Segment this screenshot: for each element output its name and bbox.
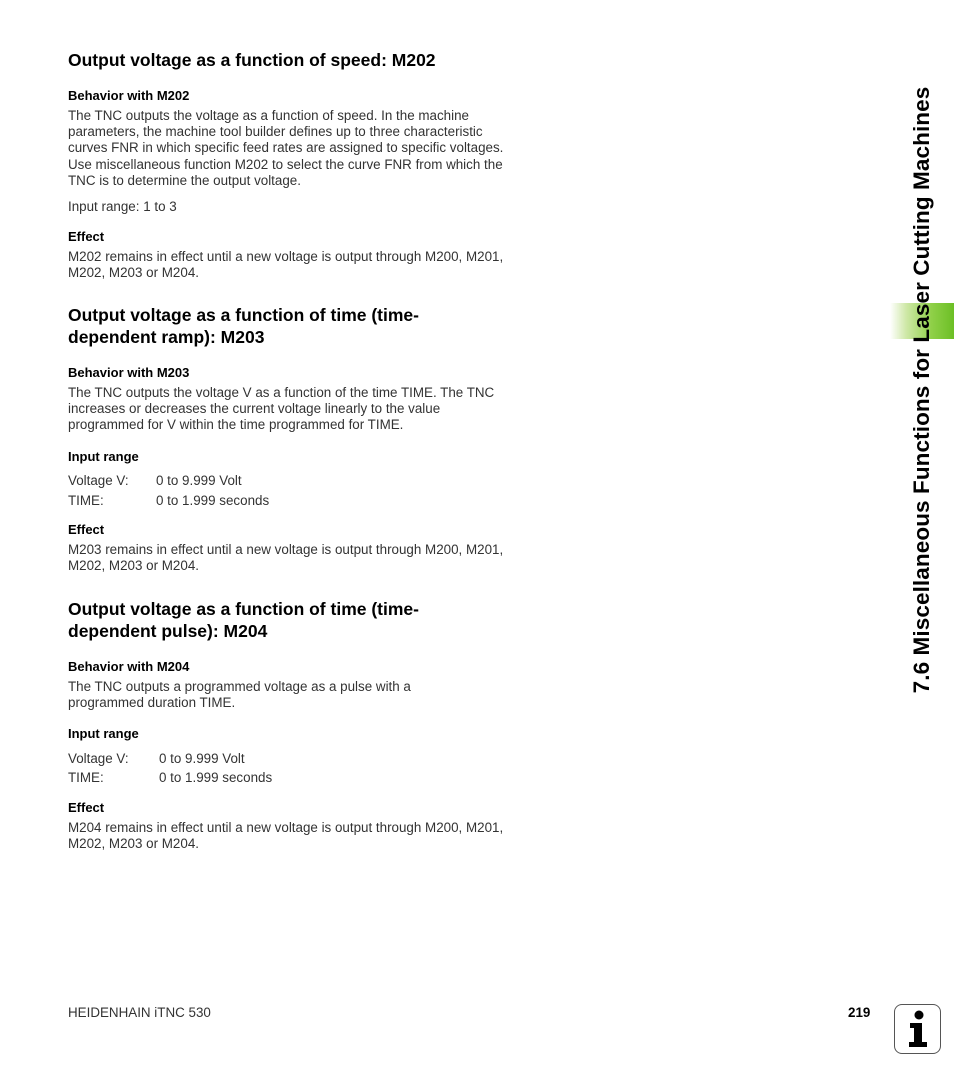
info-glyph-icon <box>903 1009 933 1049</box>
heading-line-1: Output voltage as a function of time (time- <box>68 305 419 325</box>
input-range-heading-m203: Input range <box>68 449 139 464</box>
behavior-heading-m204: Behavior with M204 <box>68 659 190 674</box>
heading-line-1: Output voltage as a function of time (time- <box>68 599 419 619</box>
range-value: 0 to 1.999 seconds <box>159 770 273 785</box>
range-row-voltage-m203 <box>68 473 242 489</box>
behavior-text-m202: The TNC outputs the voltage as a function of speed. In the machine parameters, the machine tool builder defines up to three characteristic curves FNR in which specific feed rates are assigned to specific voltages. Use miscellaneous function M202 to select the curve FNR from which the TNC is to determine the output voltage. <box>68 108 504 188</box>
effect-text-m203: M203 remains in effect until a new voltage is output through M200, M201, M202, M203 or M204. <box>68 542 504 574</box>
effect-heading-m204: Effect <box>68 800 105 815</box>
range-value: 0 to 1.999 seconds <box>156 493 270 508</box>
range-value: 0 to 9.999 Volt <box>159 751 245 766</box>
range-label: Voltage V: <box>68 473 129 488</box>
behavior-text-m203: The TNC outputs the voltage V as a function of the time TIME. The TNC increases or decreases the current voltage linearly to the value programmed for V within the time programmed for TIME. <box>68 385 495 433</box>
behavior-text-m204: The TNC outputs a programmed voltage as a pulse with a programmed duration TIME. <box>68 679 411 711</box>
page-number: 219 <box>848 1005 871 1020</box>
behavior-heading-m203: Behavior with M203 <box>68 365 190 380</box>
section-heading-m203 <box>68 304 518 348</box>
footer-product: HEIDENHAIN iTNC 530 <box>68 1005 211 1020</box>
section-heading-m202: Output voltage as a function of speed: M202 <box>68 50 436 70</box>
effect-text-m204: M204 remains in effect until a new voltage is output through M200, M201, M202, M203 or M204. <box>68 820 504 852</box>
range-value: 0 to 9.999 Volt <box>156 473 242 488</box>
range-row-time-m203 <box>68 493 270 509</box>
effect-heading-m203: Effect <box>68 522 105 537</box>
effect-text-m202: M202 remains in effect until a new voltage is output through M200, M201, M202, M203 or M204. <box>68 249 504 281</box>
effect-heading-m202: Effect <box>68 229 105 244</box>
range-row-time-m204 <box>68 770 273 786</box>
section-heading-m204 <box>68 598 518 642</box>
input-range-text-m202: Input range: 1 to 3 <box>68 199 177 214</box>
range-label: TIME: <box>68 770 104 785</box>
heading-line-2: dependent pulse): M204 <box>68 621 268 641</box>
behavior-heading-m202: Behavior with M202 <box>68 88 190 103</box>
input-range-heading-m204: Input range <box>68 726 139 741</box>
heading-line-2: dependent ramp): M203 <box>68 327 265 347</box>
chapter-side-title: 7.6 Miscellaneous Functions for Laser Cutting Machines <box>909 86 934 694</box>
range-label: Voltage V: <box>68 751 129 766</box>
range-label: TIME: <box>68 493 104 508</box>
range-row-voltage-m204 <box>68 751 245 767</box>
info-icon <box>894 1004 941 1054</box>
